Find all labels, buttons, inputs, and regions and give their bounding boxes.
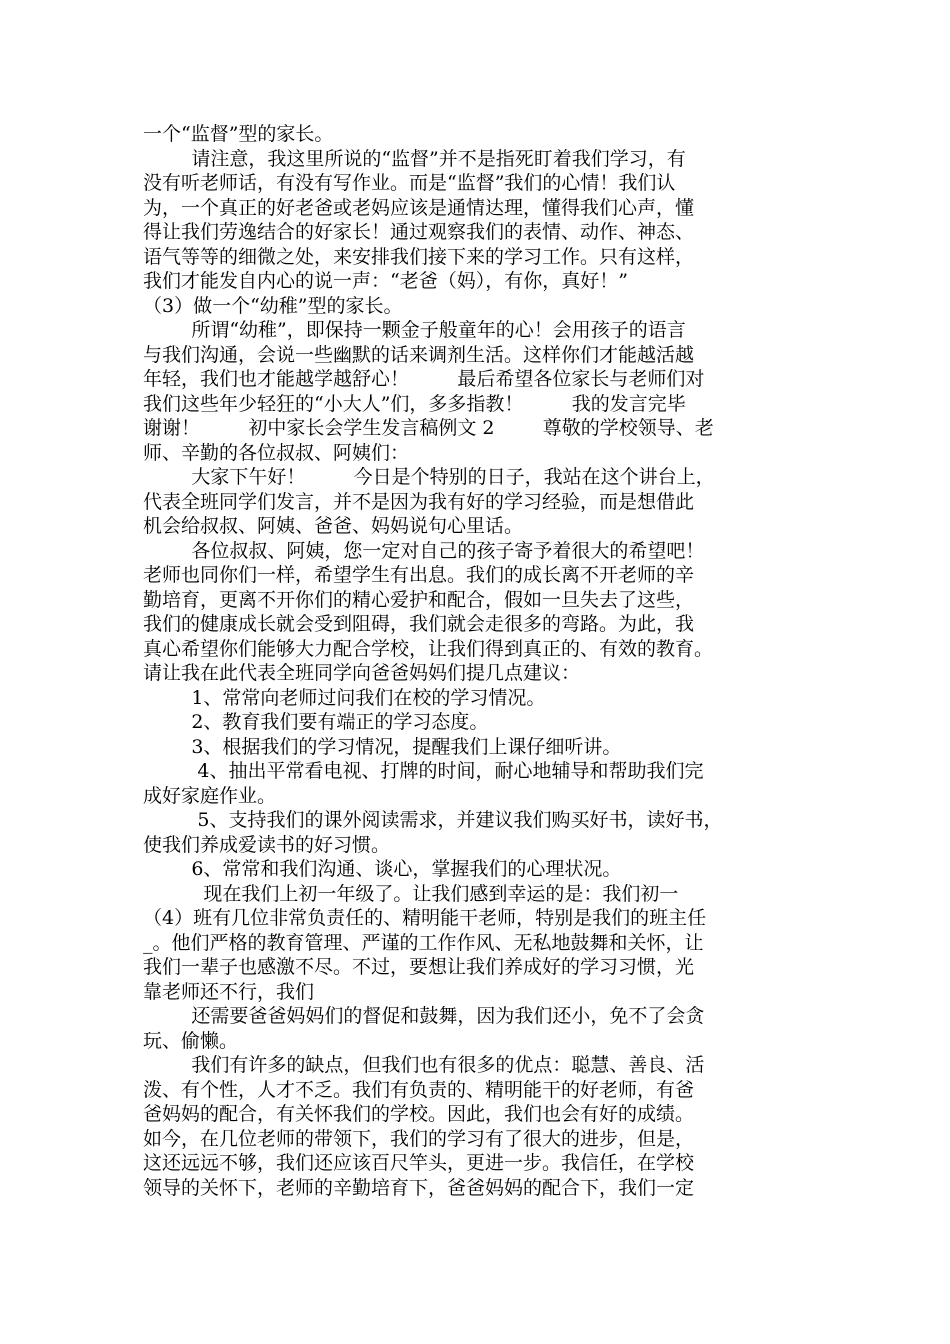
text-line: 领导的关怀下，老师的辛勤培育下，爸爸妈妈的配合下，我们一定 [143,1176,695,1199]
text-line: 现在我们上初一年级了。让我们感到幸运的是：我们初一 [143,882,679,905]
text-line: 请让我在此代表全班同学向爸爸妈妈们提几点建议： [143,662,581,684]
text-line: 年轻，我们也才能越学越舒心！ 最后希望各位家长与老师们对 [143,368,705,390]
text-line: 谢谢！ 初中家长会学生发言稿例文 2 尊敬的学校领导、老 [143,417,714,439]
text-line: 一个“监督”型的家长。 [143,123,334,145]
text-line: 各位叔叔、阿姨，您一定对自己的孩子寄予着很大的希望吧！ [143,539,705,562]
text-line: 师、辛勤的各位叔叔、阿姨们： [143,441,410,464]
text-line: 成好家庭作业。 [143,784,277,807]
text-line: 所谓“幼稚”，即保持一颗金子般童年的心！会用孩子的语言 [143,319,686,341]
text-line: 2、教育我们要有端正的学习态度。 [143,711,489,733]
text-line: （4）班有几位非常负责任的、精明能干老师，特别是我们的班主任 [143,907,707,929]
text-line: 大家下午好！ 今日是个特别的日子，我站在这个讲台上， [143,466,715,488]
text-line: 我们一辈子也感激不尽。不过，要想让我们养成好的学习习惯，光 [143,956,695,978]
text-line: 语气等等的细微之处，来安排我们接下来的学习工作。只有这样， [143,245,695,268]
document-body-text [143,122,813,1200]
text-line: 这还远远不够，我们还应该百尺竿头，更进一步。我信任，在学校 [143,1152,695,1174]
text-line: 得让我们劳逸结合的好家长！通过观察我们的表情、动作、神态、 [143,221,695,243]
text-line: 6、常常和我们沟通、谈心，掌握我们的心理状况。 [143,858,622,880]
text-line: （3）做一个“幼稚”型的家长。 [143,294,403,317]
text-line: 与我们沟通，会说一些幽默的话来调剂生活。这样你们才能越活越 [143,343,695,366]
text-line: 我们有许多的缺点，但我们也有很多的优点：聪慧、善良、活 [143,1054,705,1076]
text-line: 我们这些年少轻狂的“小大人”们，多多指教！ 我的发言完毕 [143,392,686,415]
text-line: 真心希望你们能够大力配合学校，让我们得到真正的、有效的教育。 [143,637,714,660]
text-line: 4、抽出平常看电视、打牌的时间，耐心地辅导和帮助我们完 [143,760,704,782]
text-line: 机会给叔叔、阿姨、爸爸、妈妈说句心里话。 [143,515,524,537]
text-line: 没有听老师话，有没有写作业。而是“监督”我们的心情！我们认 [143,172,676,194]
text-line: 老师也同你们一样，希望学生有出息。我们的成长离不开老师的辛 [143,564,695,586]
text-line: 靠老师还不行，我们 [143,980,315,1003]
text-line: 我们的健康成长就会受到阻碍，我们就会走很多的弯路。为此，我 [143,613,695,635]
text-line: 1、常常向老师过问我们在校的学习情况。 [143,686,546,709]
text-line: 泼、有个性，人才不乏。我们有负责的、精明能干的好老师，有爸 [143,1078,695,1101]
text-line: 如今，在几位老师的带领下，我们的学习有了很大的进步，但是， [143,1127,695,1150]
text-line: 我们才能发自内心的说一声：“老爸（妈），有你，真好！” [143,270,628,292]
text-line: 使我们养成爱读书的好习惯。 [143,833,391,856]
text-line: 请注意，我这里所说的“监督”并不是指死盯着我们学习，有 [143,147,686,170]
text-line: 3、根据我们的学习情况，提醒我们上课仔细听讲。 [143,735,622,758]
text-line: 代表全班同学们发言，并不是因为我有好的学习经验，而是想借此 [143,490,695,513]
text-line: 勤培育，更离不开你们的精心爱护和配合，假如一旦失去了这些， [143,588,695,611]
text-line: 5、支持我们的课外阅读需求，并建议我们购买好书，读好书， [143,809,723,831]
text-line: 爸妈妈的配合，有关怀我们的学校。因此，我们也会有好的成绩。 [143,1103,695,1125]
text-line: _。他们严格的教育管理、严谨的工作作风、无私地鼓舞和关怀，让 [143,931,704,954]
text-line: 为，一个真正的好老爸或老妈应该是通情达理，懂得我们心声，懂 [143,196,695,219]
text-line: 玩、偷懒。 [143,1029,239,1052]
text-line: 还需要爸爸妈妈们的督促和鼓舞，因为我们还小，免不了会贪 [143,1005,705,1027]
